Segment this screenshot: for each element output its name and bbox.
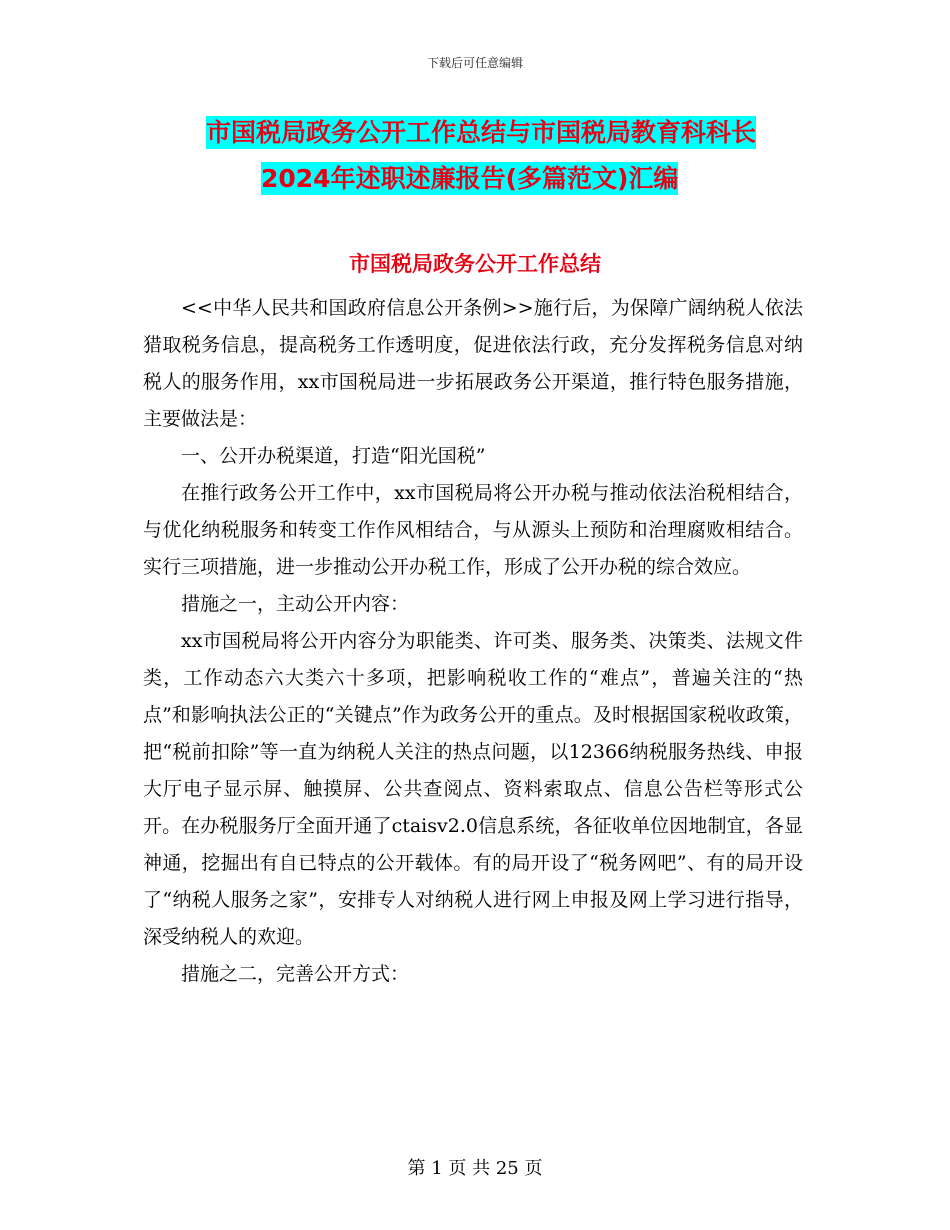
title-line-2 xyxy=(140,156,840,202)
title-line-2-text: 2024年述职述廉报告(多篇范文)汇编 xyxy=(261,164,679,193)
title-line-1-text: 市国税局政务公开工作总结与市国税局教育科科长 xyxy=(206,118,757,147)
paragraph: 措施之一，主动公开内容： xyxy=(181,593,410,615)
paragraph: <<中华人民共和国政府信息公开条例>>施行后，为保障广阔纳税人依法猎取税务信息，提高税务工作透明度，促进依法行政，充分发挥税务信息对纳税人的服务作用，xx市国税局进一步拓展政务公开渠道，推行特色服务措施，主要做法是： xyxy=(143,297,803,430)
document-body xyxy=(143,290,803,993)
page-footer: 第 1 页 共 25 页 xyxy=(407,1158,543,1179)
paragraph: 一、公开办税渠道，打造“阳光国税” xyxy=(181,445,486,467)
paragraph: 措施之二，完善公开方式： xyxy=(181,963,410,985)
section-title: 市国税局政务公开工作总结 xyxy=(349,252,601,276)
document-title xyxy=(140,110,840,202)
paragraph: xx市国税局将公开内容分为职能类、许可类、服务类、决策类、法规文件类，工作动态六大类六十多项，把影响税收工作的“难点”，普遍关注的“热点”和影响执法公正的“关键点”作为政务公开的重点。及时根据国家税收政策，把“税前扣除”等一直为纳税人关注的热点问题，以12366纳税服务热线、申报大厅电子显示屏、触摸屏、公共查阅点、资料索取点、信息公告栏等形式公开。在办税服务厅全面开通了ctaisv2.0信息系统，各征收单位因地制宜，各显神通，挖掘出有自已特点的公开载体。有的局开设了“税务网吧”、有的局开设了“纳税人服务之家”，安排专人对纳税人进行网上申报及网上学习进行指导，深受纳税人的欢迎。 xyxy=(143,630,803,948)
title-line-1 xyxy=(140,110,840,156)
paragraph: 在推行政务公开工作中，xx市国税局将公开办税与推动依法治税相结合，与优化纳税服务和转变工作作风相结合，与从源头上预防和治理腐败相结合。实行三项措施，进一步推动公开办税工作，形成了公开办税的综合效应。 xyxy=(143,482,803,578)
header-note: 下载后可任意编辑 xyxy=(426,56,523,70)
